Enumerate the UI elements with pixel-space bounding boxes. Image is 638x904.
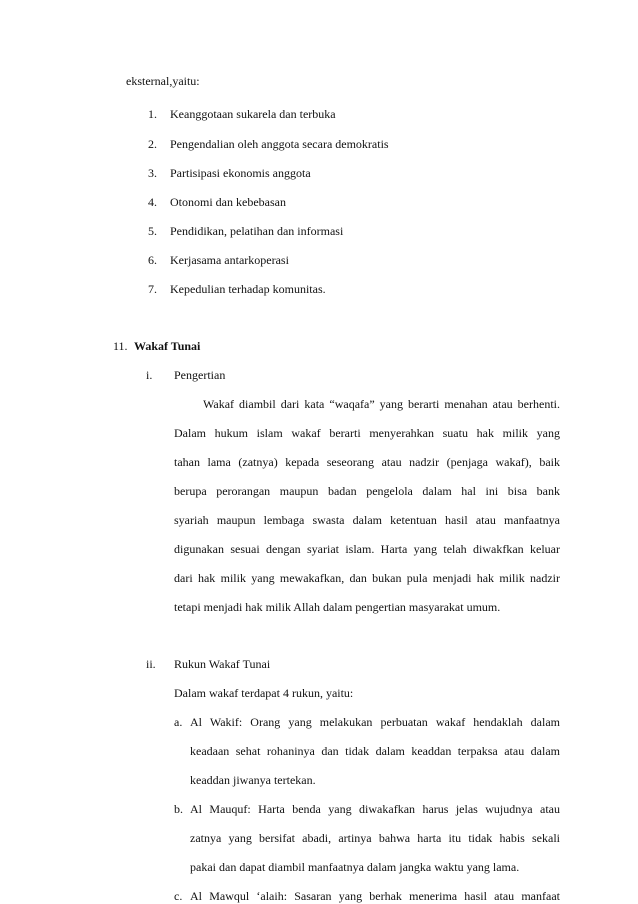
list-number: 5. (148, 224, 157, 238)
subsection-intro: Dalam wakaf terdapat 4 rukun, yaitu: (174, 686, 354, 700)
subsection-number: i. (146, 368, 153, 382)
section-number: 11. (113, 339, 128, 353)
item-line: zatnya yang bersifat abadi, artinya bahwa harta itu tidak habis sekali (190, 831, 560, 845)
item-line: Al Mauquf: Harta benda yang diwakafkan harus jelas wujudnya atau (190, 802, 560, 816)
list-text: Partisipasi ekonomis anggota (170, 166, 311, 180)
list-text: Kerjasama antarkoperasi (170, 253, 289, 267)
item-line: pakai dan dapat diambil manfaatnya dalam jangka waktu yang lama. (190, 860, 520, 874)
list-text: Otonomi dan kebebasan (170, 195, 286, 209)
list-number: 1. (148, 107, 157, 121)
list-text: Keanggotaan sukarela dan terbuka (170, 107, 336, 121)
item-line: Al Wakif: Orang yang melakukan perbuatan wakaf hendaklah dalam (190, 715, 560, 729)
paragraph-line: berupa perorangan maupun badan pengelola dalam hal ini bisa bank (174, 484, 560, 498)
paragraph-line: tetapi menjadi hak milik Allah dalam pengertian masyarakat umum. (174, 600, 501, 614)
subsection-number: ii. (146, 657, 156, 671)
item-letter: a. (174, 715, 183, 729)
paragraph-line: dari hak milik yang mewakafkan, dan bukan pula menjadi hak milik nadzir (174, 571, 560, 585)
paragraph-line: tahan lama (zatnya) kepada seseorang atau nadzir (penjaga wakaf), baik (174, 455, 560, 469)
list-text: Kepedulian terhadap komunitas. (170, 282, 326, 296)
list-number: 3. (148, 166, 157, 180)
list-number: 4. (148, 195, 157, 209)
item-letter: b. (174, 802, 183, 816)
item-letter: c. (174, 889, 183, 903)
item-line: keaddan jiwanya tertekan. (190, 773, 316, 787)
list-text: Pengendalian oleh anggota secara demokratis (170, 137, 389, 151)
paragraph-line: Dalam hukum islam wakaf berarti menyerahkan suatu hak milik yang (174, 426, 560, 440)
list-number: 2. (148, 137, 157, 151)
paragraph-line: Wakaf diambil dari kata “waqafa” yang berarti menahan atau berhenti. (203, 397, 560, 411)
intro-text: eksternal,yaitu: (126, 74, 200, 88)
subsection-title: Rukun Wakaf Tunai (174, 657, 271, 671)
item-line: keadaan sehat rohaninya dan tidak dalam keaddan terpaksa atau dalam (190, 744, 560, 758)
subsection-title: Pengertian (174, 368, 226, 382)
paragraph-line: syariah maupun lembaga swasta dalam ketentuan hasil atau manfaatnya (174, 513, 560, 527)
item-line: Al Mawqul ‘alaih: Sasaran yang berhak menerima hasil atau manfaat (190, 889, 560, 903)
list-number: 7. (148, 282, 157, 296)
list-text: Pendidikan, pelatihan dan informasi (170, 224, 344, 238)
section-title: Wakaf Tunai (134, 339, 201, 353)
list-number: 6. (148, 253, 157, 267)
paragraph-line: digunakan sesuai dengan syariat islam. Harta yang telah diwakfkan keluar (174, 542, 560, 556)
